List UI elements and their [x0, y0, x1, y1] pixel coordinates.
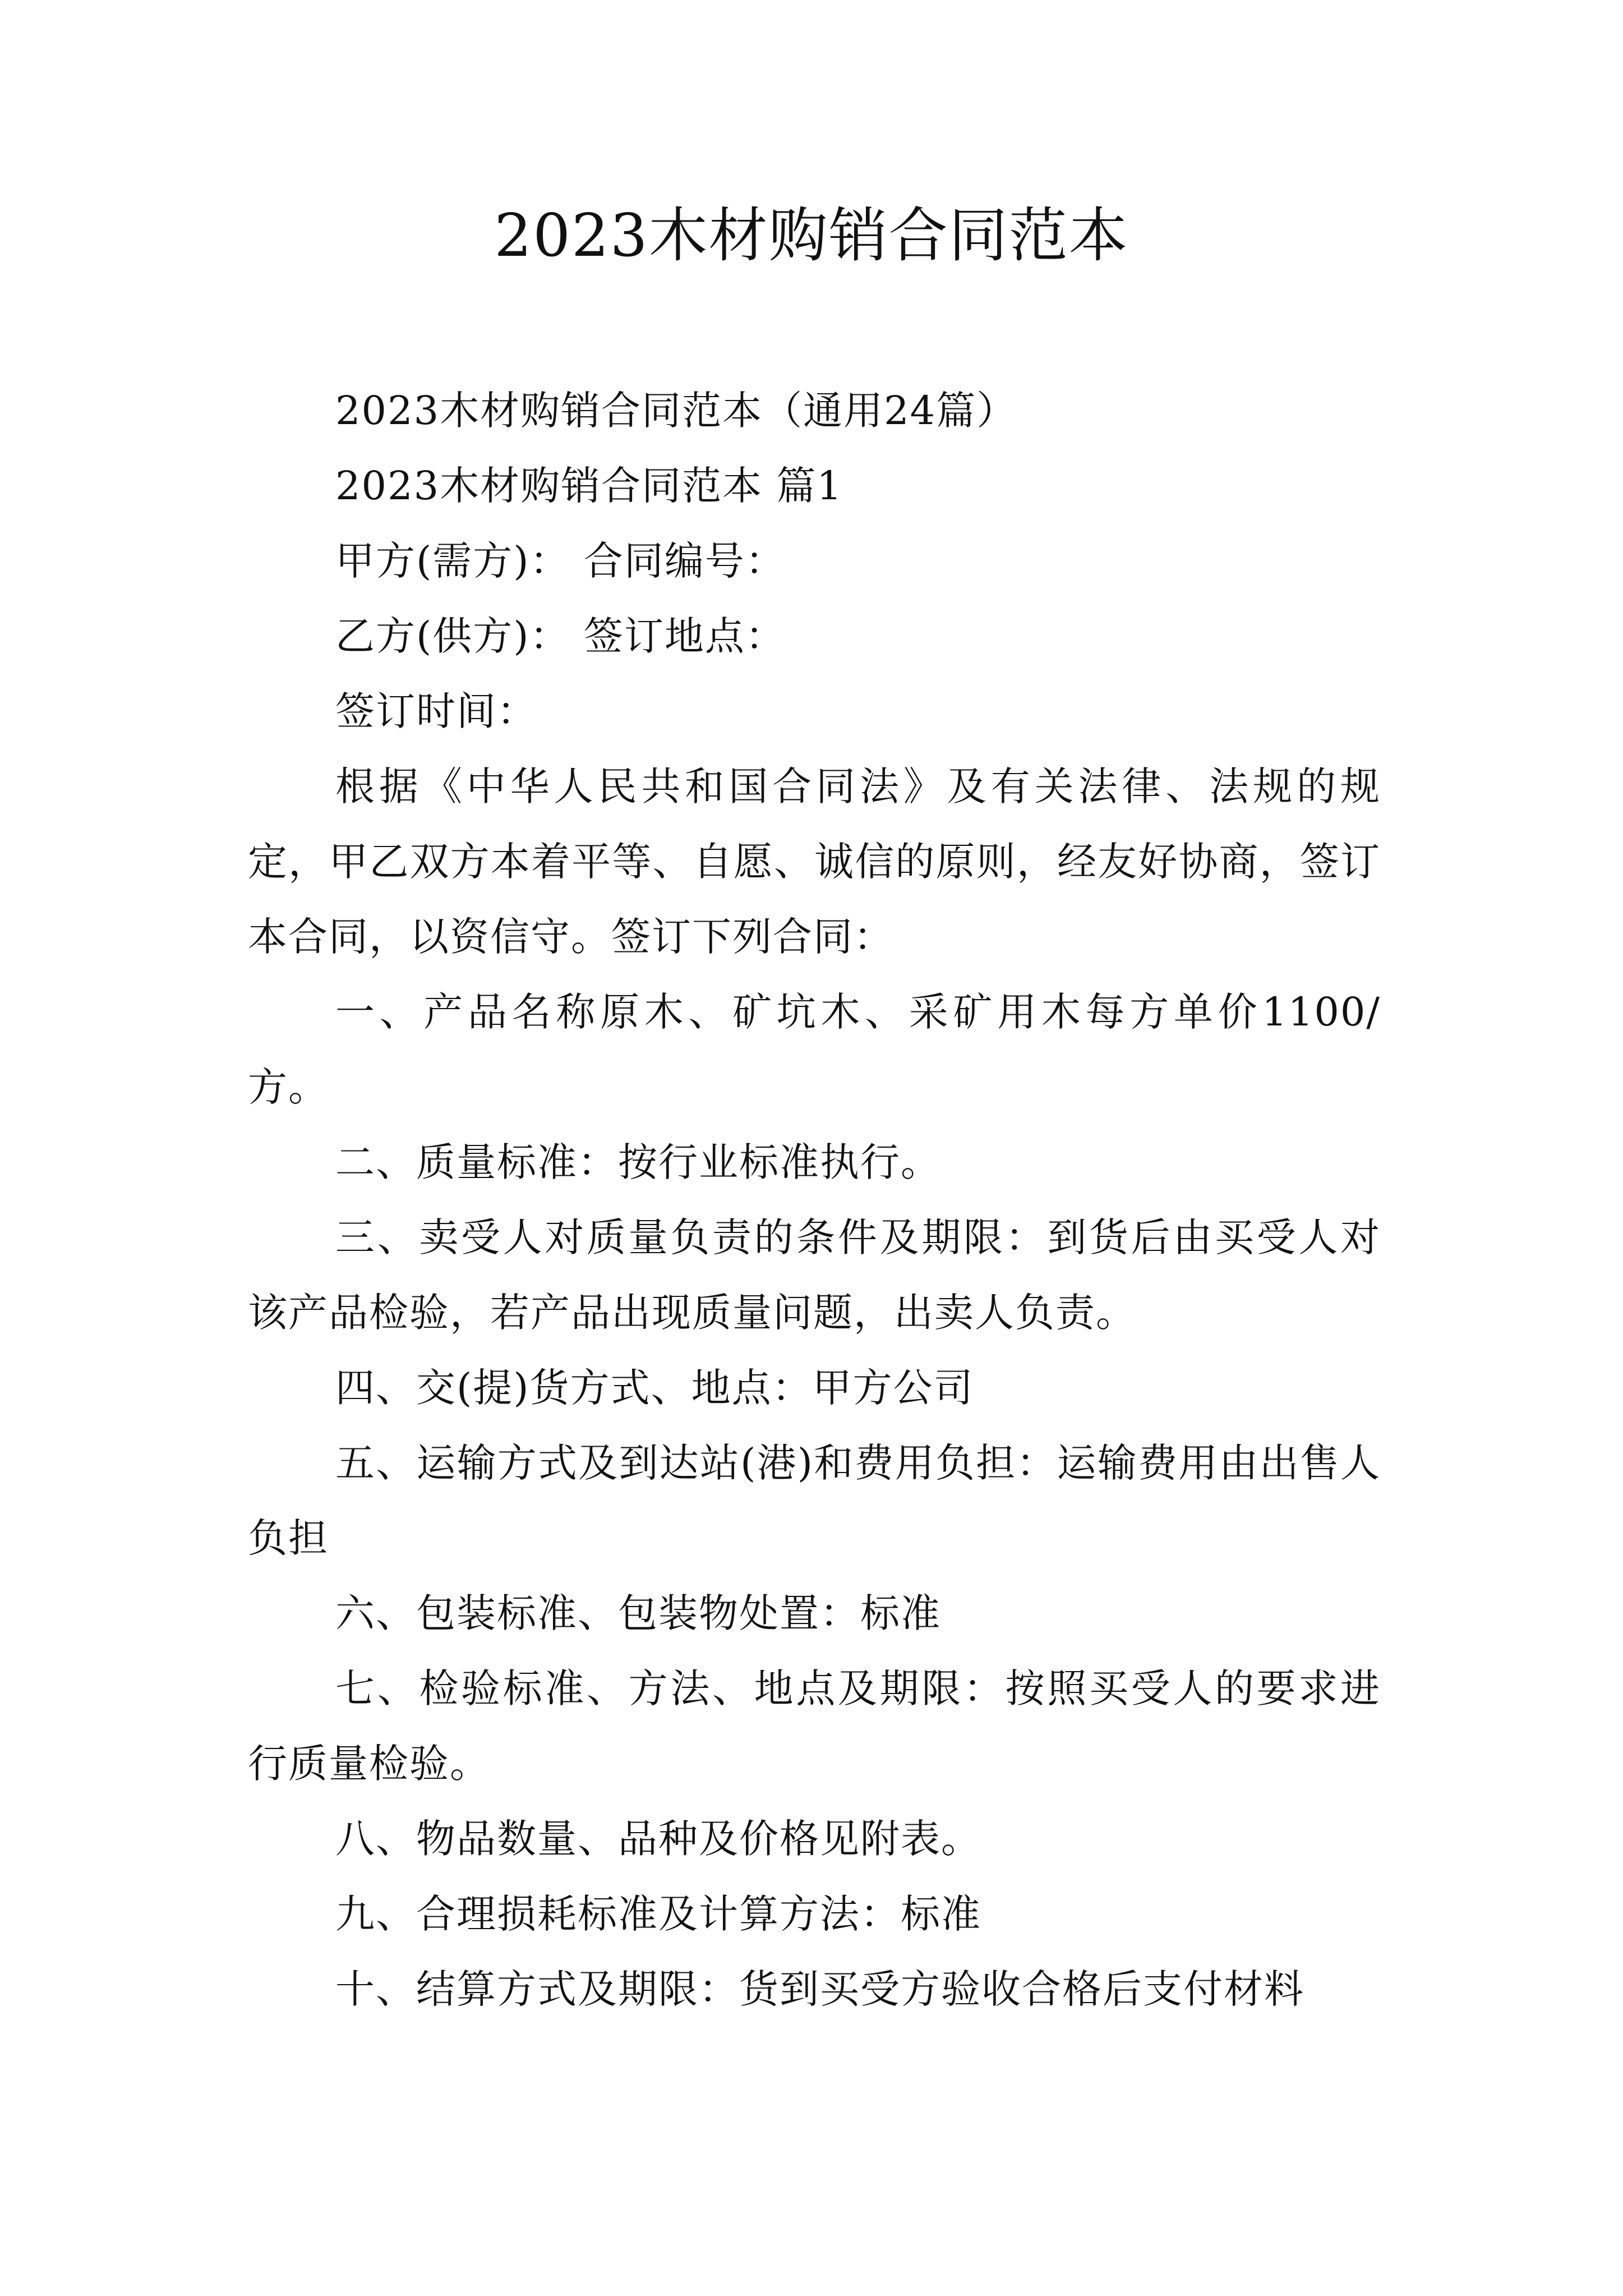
- clause-1: 一、产品名称原木、矿坑木、采矿用木每方单价1100/方。: [248, 989, 1381, 1110]
- section-heading: 2023木材购销合同范本 篇1: [335, 463, 843, 509]
- signing-time-line: 签订时间：: [335, 688, 537, 734]
- clause-2: 二、质量标准：按行业标准执行。: [335, 1139, 941, 1185]
- clause-3: 三、卖受人对质量负责的条件及期限：到货后由买受人对该产品检验，若产品出现质量问题，出卖人负责。: [248, 1214, 1381, 1336]
- clause-10: 十、结算方式及期限：货到买受方验收合格后支付材料: [335, 1966, 1304, 2012]
- clause-5: 五、运输方式及到达站(港)和费用负担：运输费用由出售人负担: [248, 1440, 1381, 1561]
- clause-9: 九、合理损耗标准及计算方法：标准: [335, 1891, 981, 1937]
- subtitle-general: 2023木材购销合同范本（通用24篇）: [335, 388, 1017, 434]
- clause-7: 七、检验标准、方法、地点及期限：按照买受人的要求进行质量检验。: [248, 1665, 1381, 1787]
- clause-6: 六、包装标准、包装物处置：标准: [335, 1590, 941, 1636]
- preamble-paragraph: 根据《中华人民共和国合同法》及有关法律、法规的规定，甲乙双方本着平等、自愿、诚信的原则，经友好协商，签订本合同，以资信守。签订下列合同：: [248, 763, 1381, 960]
- party-a-line: 甲方(需方)： 合同编号：: [335, 538, 786, 584]
- party-b-line: 乙方(供方)： 签订地点：: [335, 613, 786, 659]
- clause-4: 四、交(提)货方式、地点：甲方公司: [335, 1365, 974, 1411]
- document-title: 2023木材购销合同范本: [494, 201, 1129, 270]
- clause-8: 八、物品数量、品种及价格见附表。: [335, 1816, 981, 1862]
- document-body: [248, 373, 1381, 2027]
